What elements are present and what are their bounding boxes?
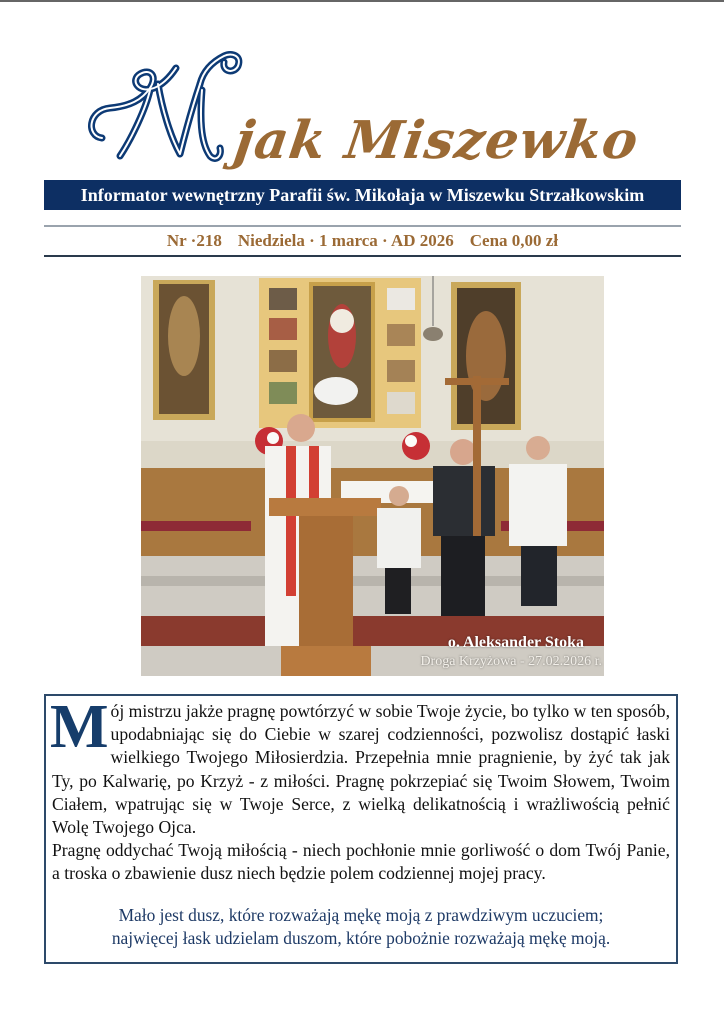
quote bbox=[52, 904, 670, 950]
article-box bbox=[44, 694, 678, 964]
masthead-title: jak Miszewko bbox=[230, 110, 643, 171]
article-paragraph-1-text: ój mistrzu jakże pragnę powtórzyć w sobie Twoje życie, bo tylko w ten sposób, upodabniając się do Ciebie w szarej codzienności, pozwolisz dostąpić łaski wielkiego Twojego Miłosierdzia. Przepełnia mnie pragnienie, by żyć tak jak Ty, po Kalwarię, po Krzyż - z miłości. Pragnę pokrzepiać się Twoim Słowem, Twoim Ciałem, wpatrując się w Twoje Serce, z wielką delikatnością i wrażliwością pełnić Wolę Twojego Ojca. bbox=[52, 701, 670, 838]
top-border bbox=[0, 0, 724, 2]
photo-caption-name: o. Aleksander Stoka bbox=[447, 634, 584, 651]
parish-banner: Informator wewnętrzny Parafii św. Mikołaja w Miszewku Strzałkowskim bbox=[44, 180, 681, 210]
dropcap: M bbox=[50, 693, 109, 761]
issue-number: Nr ·218 bbox=[166, 231, 222, 250]
divider-top bbox=[44, 225, 681, 227]
masthead bbox=[80, 38, 660, 178]
article-paragraph-2: Pragnę oddychać Twoją miłością - niech pochłonie mnie gorliwość o dom Twój Panie, a troska o zbawienie dusz niech będzie polem codziennej mojej pracy. bbox=[52, 840, 670, 884]
church-altar-photo bbox=[141, 276, 604, 676]
photo-caption-event: Droga Krzyżowa - 27.02.2026 r. bbox=[420, 654, 602, 669]
cover-photo bbox=[141, 276, 604, 676]
article-paragraph-1 bbox=[50, 693, 670, 839]
issue-price: Cena 0,00 zł bbox=[469, 231, 559, 250]
divider-bottom bbox=[44, 255, 681, 257]
issue-info bbox=[44, 231, 681, 251]
issue-date: Niedziela · 1 marca · AD 2026 bbox=[237, 231, 454, 250]
quote-line-2: najwięcej łask udzielam duszom, które pobożnie rozważają mękę moją. bbox=[111, 927, 611, 948]
quote-line-1: Mało jest dusz, które rozważają mękę moją z prawdziwym uczuciem; bbox=[118, 904, 604, 925]
